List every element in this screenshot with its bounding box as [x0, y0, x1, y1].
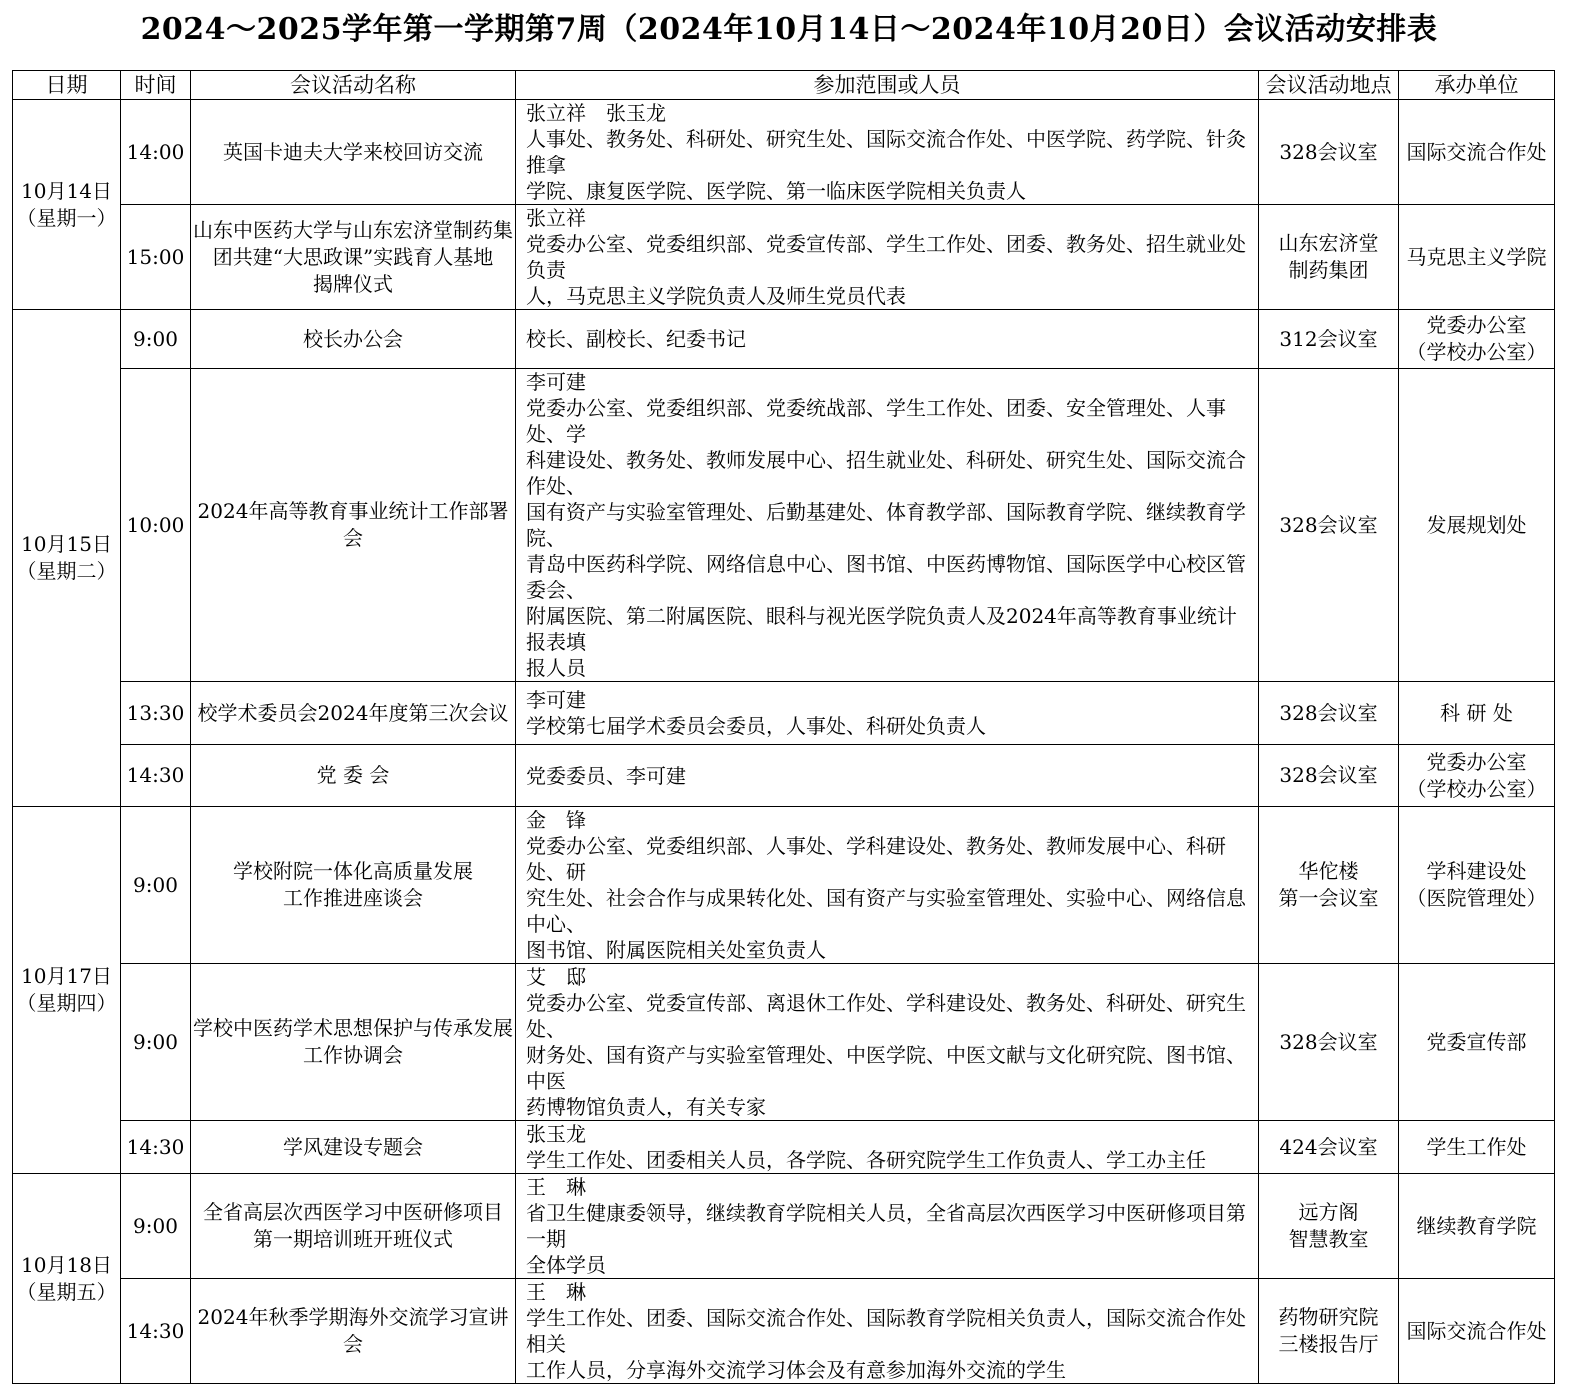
location-cell	[1259, 682, 1399, 745]
participants-cell-line: 王 琳	[526, 1175, 586, 1199]
table-row	[13, 1279, 1555, 1384]
event-name-cell	[191, 1279, 516, 1384]
participants-cell-line: 学院、康复医学院、医学院、第一临床医学院相关负责人	[526, 179, 1026, 203]
location-cell-line: 制药集团	[1288, 258, 1369, 282]
weekday-text: （星期一）	[16, 205, 117, 230]
participants-cell	[516, 310, 1259, 369]
table-row	[13, 369, 1555, 682]
event-name-cell	[191, 1121, 516, 1174]
event-name-cell-line: 工作协调会	[303, 1043, 403, 1067]
location-cell-line: 药物研究院	[1278, 1305, 1379, 1329]
table-row	[13, 205, 1555, 310]
participants-cell-line: 人，马克思主义学院负责人及师生党员代表	[526, 284, 906, 308]
organizer-cell-line: （学校办公室）	[1406, 776, 1547, 801]
event-name-cell-line: 校学术委员会2024年度第三次会议	[197, 700, 509, 725]
participants-cell-line: 青岛中医药科学院、网络信息中心、图书馆、中医药博物馆、国际医学中心校区管委会、	[526, 552, 1246, 602]
date-text: 10月15日	[21, 532, 112, 556]
participants-cell	[516, 745, 1259, 807]
participants-cell-line: 报人员	[526, 656, 586, 680]
participants-cell-line: 财务处、国有资产与实验室管理处、中医学院、中医文献与文化研究院、图书馆、中医	[526, 1043, 1246, 1093]
schedule-table	[12, 70, 1555, 1384]
participants-cell	[516, 205, 1259, 310]
table-row	[13, 807, 1555, 964]
location-cell-line: 华佗楼	[1298, 859, 1359, 883]
event-name-cell	[191, 964, 516, 1121]
participants-cell	[516, 807, 1259, 964]
event-name-cell-line: 团共建“大思政课”实践育人基地	[212, 244, 494, 269]
participants-cell-line: 全体学员	[526, 1253, 606, 1277]
participants-cell	[516, 964, 1259, 1121]
organizer-cell	[1399, 1174, 1555, 1279]
participants-cell-line: 学生工作处、团委、国际交流合作处、国际教育学院相关负责人，国际交流合作处相关	[526, 1306, 1246, 1356]
organizer-cell-line: 学科建设处	[1426, 859, 1527, 883]
time-cell	[121, 682, 191, 745]
table-row	[13, 100, 1555, 205]
table-row	[13, 1174, 1555, 1279]
location-cell	[1259, 964, 1399, 1121]
organizer-cell-line: 党委办公室	[1426, 749, 1527, 774]
participants-cell	[516, 1121, 1259, 1174]
organizer-cell-line: 马克思主义学院	[1406, 244, 1547, 269]
table-row	[13, 682, 1555, 745]
time-cell-line: 15:00	[126, 244, 185, 269]
participants-cell-line: 附属医院、第二附属医院、眼科与视光医学院负责人及2024年高等教育事业统计报表填	[526, 604, 1237, 654]
location-cell-line: 328会议室	[1279, 512, 1378, 537]
header-name: 会议活动名称	[191, 71, 516, 100]
event-name-cell	[191, 310, 516, 369]
participants-cell-line: 学生工作处、团委相关人员，各学院、各研究院学生工作负责人、学工办主任	[526, 1148, 1206, 1172]
time-cell-line: 9:00	[133, 326, 178, 351]
participants-cell-line: 李可建	[526, 370, 586, 394]
header-date: 日期	[13, 71, 121, 100]
event-name-cell-line: 山东中医药大学与山东宏济堂制药集	[193, 217, 513, 242]
organizer-cell	[1399, 745, 1555, 807]
organizer-cell	[1399, 964, 1555, 1121]
time-cell	[121, 1121, 191, 1174]
event-name-cell-line: 校长办公会	[303, 326, 403, 351]
time-cell-line: 14:30	[126, 763, 185, 787]
weekday-text: （星期四）	[16, 991, 117, 1015]
location-cell	[1259, 1121, 1399, 1174]
participants-cell	[516, 1174, 1259, 1279]
participants-cell	[516, 369, 1259, 682]
participants-cell-line: 科建设处、教务处、教师发展中心、招生就业处、科研处、研究生处、国际交流合作处、	[526, 448, 1246, 498]
event-name-cell-line: 2024年秋季学期海外交流学习宣讲会	[197, 1305, 509, 1356]
participants-cell-line: 艾 邸	[526, 965, 586, 989]
participants-cell-line: 药博物馆负责人，有关专家	[526, 1095, 766, 1119]
organizer-cell	[1399, 1121, 1555, 1174]
time-cell-line: 13:30	[126, 700, 185, 725]
organizer-cell	[1399, 682, 1555, 745]
date-cell	[13, 100, 121, 310]
participants-cell-line: 张立祥	[526, 206, 586, 230]
event-name-cell-line: 全省高层次西医学习中医研修项目	[203, 1200, 503, 1224]
time-cell-line: 9:00	[133, 872, 178, 897]
event-name-cell	[191, 807, 516, 964]
organizer-cell-line: 发展规划处	[1426, 512, 1527, 537]
organizer-cell-line: 党委宣传部	[1426, 1029, 1527, 1054]
time-cell	[121, 1174, 191, 1279]
header-row	[13, 71, 1555, 100]
participants-cell-line: 党委办公室、党委组织部、党委统战部、学生工作处、团委、安全管理处、人事处、学	[526, 396, 1226, 446]
location-cell-line: 424会议室	[1279, 1134, 1378, 1159]
participants-cell-line: 党委办公室、党委宣传部、离退休工作处、学科建设处、教务处、科研处、研究生处、	[526, 991, 1246, 1041]
time-cell	[121, 745, 191, 807]
location-cell-line: 328会议室	[1279, 139, 1378, 164]
organizer-cell	[1399, 100, 1555, 205]
participants-cell-line: 王 琳	[526, 1280, 586, 1304]
location-cell-line: 远方阁	[1298, 1200, 1359, 1224]
header-location: 会议活动地点	[1259, 71, 1399, 100]
participants-cell-line: 工作人员，分享海外交流学习体会及有意参加海外交流的学生	[526, 1358, 1066, 1382]
organizer-cell-line: （学校办公室）	[1406, 340, 1547, 364]
location-cell-line: 328会议室	[1279, 763, 1378, 787]
table-row	[13, 964, 1555, 1121]
location-cell	[1259, 1174, 1399, 1279]
location-cell-line: 328会议室	[1279, 1029, 1378, 1054]
location-cell-line: 山东宏济堂	[1278, 231, 1379, 255]
participants-cell-line: 张立祥 张玉龙	[526, 101, 666, 125]
participants-cell-line: 张玉龙	[526, 1122, 586, 1146]
location-cell	[1259, 310, 1399, 369]
organizer-cell	[1399, 369, 1555, 682]
table-row	[13, 745, 1555, 807]
organizer-cell	[1399, 807, 1555, 964]
time-cell-line: 10:00	[126, 512, 185, 537]
time-cell-line: 9:00	[133, 1029, 178, 1054]
organizer-cell-line: 学生工作处	[1426, 1134, 1527, 1159]
date-text: 10月14日	[21, 178, 112, 203]
event-name-cell-line: 学风建设专题会	[283, 1134, 423, 1159]
header-organizer: 承办单位	[1399, 71, 1555, 100]
participants-cell-line: 校长、副校长、纪委书记	[526, 327, 746, 351]
table-row	[13, 1121, 1555, 1174]
event-name-cell	[191, 1174, 516, 1279]
location-cell	[1259, 100, 1399, 205]
participants-cell-line: 学校第七届学术委员会委员，人事处、科研处负责人	[526, 714, 986, 738]
time-cell	[121, 369, 191, 682]
organizer-cell	[1399, 205, 1555, 310]
time-cell	[121, 100, 191, 205]
location-cell	[1259, 369, 1399, 682]
date-cell	[13, 310, 121, 807]
event-name-cell	[191, 205, 516, 310]
time-cell	[121, 807, 191, 964]
event-name-cell	[191, 682, 516, 745]
organizer-cell-line: （医院管理处）	[1406, 886, 1547, 910]
page-title: 2024～2025学年第一学期第7周（2024年10月14日～2024年10月20日）会议活动安排表	[140, 12, 1438, 47]
organizer-cell-line: 国际交流合作处	[1406, 1318, 1547, 1343]
participants-cell-line: 省卫生健康委领导，继续教育学院相关人员，全省高层次西医学习中医研修项目第一期	[526, 1201, 1246, 1251]
participants-cell-line: 党委办公室、党委组织部、党委宣传部、学生工作处、团委、教务处、招生就业处负责	[526, 232, 1246, 282]
location-cell-line: 312会议室	[1279, 326, 1378, 351]
header-participants: 参加范围或人员	[516, 71, 1259, 100]
organizer-cell-line: 党委办公室	[1426, 313, 1527, 337]
organizer-cell-line: 继续教育学院	[1416, 1213, 1537, 1238]
event-name-cell-line: 第一期培训班开班仪式	[253, 1227, 453, 1251]
time-cell-line: 14:00	[126, 139, 185, 164]
organizer-cell-line: 国际交流合作处	[1406, 139, 1547, 164]
location-cell	[1259, 1279, 1399, 1384]
weekday-text: （星期二）	[16, 559, 117, 583]
participants-cell-line: 图书馆、附属医院相关处室负责人	[526, 938, 826, 962]
participants-cell	[516, 682, 1259, 745]
event-name-cell	[191, 745, 516, 807]
event-name-cell-line: 党 委 会	[316, 763, 390, 787]
organizer-cell	[1399, 310, 1555, 369]
time-cell-line: 9:00	[133, 1213, 178, 1238]
time-cell-line: 14:30	[126, 1134, 185, 1159]
event-name-cell-line: 揭牌仪式	[313, 271, 393, 296]
weekday-text: （星期五）	[16, 1279, 117, 1304]
participants-cell-line: 党委办公室、党委组织部、人事处、学科建设处、教务处、教师发展中心、科研处、研	[526, 834, 1226, 884]
location-cell	[1259, 745, 1399, 807]
date-cell	[13, 1174, 121, 1384]
location-cell-line: 第一会议室	[1278, 886, 1379, 910]
organizer-cell-line: 科 研 处	[1440, 700, 1513, 725]
event-name-cell	[191, 369, 516, 682]
participants-cell-line: 金 锋	[526, 808, 586, 832]
date-text: 10月17日	[21, 964, 112, 988]
table-row	[13, 310, 1555, 369]
participants-cell-line: 究生处、社会合作与成果转化处、国有资产与实验室管理处、实验中心、网络信息中心、	[526, 886, 1246, 936]
event-name-cell-line: 学校附院一体化高质量发展	[233, 859, 473, 883]
participants-cell-line: 国有资产与实验室管理处、后勤基建处、体育教学部、国际教育学院、继续教育学院、	[526, 500, 1246, 550]
event-name-cell-line: 2024年高等教育事业统计工作部署会	[197, 499, 509, 550]
time-cell-line: 14:30	[126, 1318, 185, 1343]
location-cell-line: 智慧教室	[1288, 1227, 1369, 1251]
event-name-cell-line: 工作推进座谈会	[283, 886, 423, 910]
location-cell	[1259, 807, 1399, 964]
location-cell-line: 328会议室	[1279, 700, 1378, 725]
event-name-cell-line: 学校中医药学术思想保护与传承发展	[193, 1016, 513, 1040]
location-cell	[1259, 205, 1399, 310]
participants-cell	[516, 100, 1259, 205]
time-cell	[121, 205, 191, 310]
participants-cell-line: 李可建	[526, 688, 586, 712]
participants-cell-line: 党委委员、李可建	[526, 763, 686, 788]
time-cell	[121, 964, 191, 1121]
date-cell	[13, 807, 121, 1174]
event-name-cell-line: 英国卡迪夫大学来校回访交流	[223, 139, 483, 164]
header-time: 时间	[121, 71, 191, 100]
event-name-cell	[191, 100, 516, 205]
location-cell-line: 三楼报告厅	[1278, 1332, 1379, 1356]
organizer-cell	[1399, 1279, 1555, 1384]
date-text: 10月18日	[21, 1252, 112, 1277]
participants-cell-line: 人事处、教务处、科研处、研究生处、国际交流合作处、中医学院、药学院、针灸推拿	[526, 127, 1246, 177]
time-cell	[121, 310, 191, 369]
time-cell	[121, 1279, 191, 1384]
participants-cell	[516, 1279, 1259, 1384]
